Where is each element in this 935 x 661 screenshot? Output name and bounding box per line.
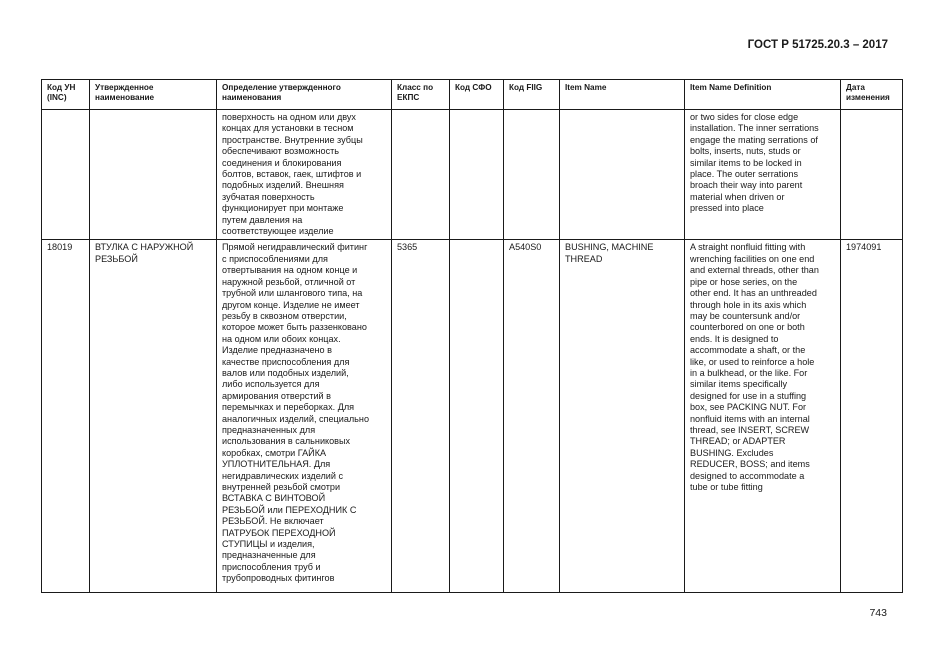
cell-inc [42,110,90,240]
cell-fiig-code [504,110,560,240]
cell-item-name-definition: or two sides for close edge installation. The inner serrations engage the mating serrations of bolts, inserts, nuts, studs or similar items to be locked in place. The outer serrations broach their way into parent material when driven or pressed into place [685,110,841,240]
header-change-date: Дата изменения [841,80,903,110]
cell-change-date [841,110,903,240]
header-ekps-class: Класс по ЕКПС [392,80,450,110]
cell-inc: 18019 [42,240,90,593]
cell-approved-definition: Прямой негидравлический фитинг с приспособлениями для отвертывания на одном конце и наружной резьбой, отличной от трубной или шлангового типа, на другом конце. Изделие не имеет резьбу в сквозном отверстии, которое может быть раззенковано на одном или обоих концах. Изделие предназначено в качестве приспособления для валов или подобных изделий, либо используется для армирования отверстий в перемычках и переборках. Для аналогичных изделий, специально предназначенных для использования в сальниковых коробках, смотри ГАЙКА УПЛОТНИТЕЛЬНАЯ. Для негидравлических изделий с внутренней резьбой смотри ВСТАВКА С ВИНТОВОЙ РЕЗЬБОЙ или ПЕРЕХОДНИК С РЕЗЬБОЙ. Не включает ПАТРУБОК ПЕРЕХОДНОЙ СТУПИЦЫ и изделия, предназначенные для приспособления труб и трубопроводных фитингов [217,240,392,593]
cell-item-name-definition: A straight nonfluid fitting with wrenching facilities on one end and external threads, other than pipe or hose series, on the other end. It has an unthreaded through hole in its axis which may be countersunk and/or counterbored on one or both ends. It is designed to accommodate a shaft, or the like, or used to reinforce a hole in a bulkhead, or the like. For similar items specifically designed for use in a stuffing box, see PACKING NUT. For nonfluid items with an internal thread, see INSERT, SCREW THREAD; or ADAPTER BUSHING. Excludes REDUCER, BOSS; and items designed to accommodate a tube or tube fitting [685,240,841,593]
header-approved-definition: Определение утвержденного наименования [217,80,392,110]
header-inc: Код УН (INC) [42,80,90,110]
header-item-name: Item Name [560,80,685,110]
header-item-name-definition: Item Name Definition [685,80,841,110]
table-row [42,240,903,593]
table-row [42,110,903,240]
header-sfo-code: Код СФО [450,80,504,110]
cell-ekps-class [392,110,450,240]
cell-ekps-class: 5365 [392,240,450,593]
header-fiig-code: Код FIIG [504,80,560,110]
cell-approved-name: ВТУЛКА С НАРУЖНОЙ РЕЗЬБОЙ [90,240,217,593]
cell-item-name [560,110,685,240]
page-number: 743 [869,607,887,619]
cell-sfo-code [450,240,504,593]
cell-item-name: BUSHING, MACHINE THREAD [560,240,685,593]
document-header: ГОСТ Р 51725.20.3 – 2017 [747,39,888,51]
header-approved-name: Утвержденное наименование [90,80,217,110]
cell-approved-name [90,110,217,240]
cell-change-date: 1974091 [841,240,903,593]
data-table [41,79,903,593]
cell-approved-definition: поверхность на одном или двух концах для установки в тесном пространстве. Внутренние зубцы обеспечивают возможность соединения и блокирования болтов, вставок, гаек, штифтов и подобных изделий. Внешняя зубчатая поверхность функционирует при монтаже путем давления на соответствующее изделие [217,110,392,240]
table-header-row [42,80,903,110]
cell-sfo-code [450,110,504,240]
cell-fiig-code: A540S0 [504,240,560,593]
